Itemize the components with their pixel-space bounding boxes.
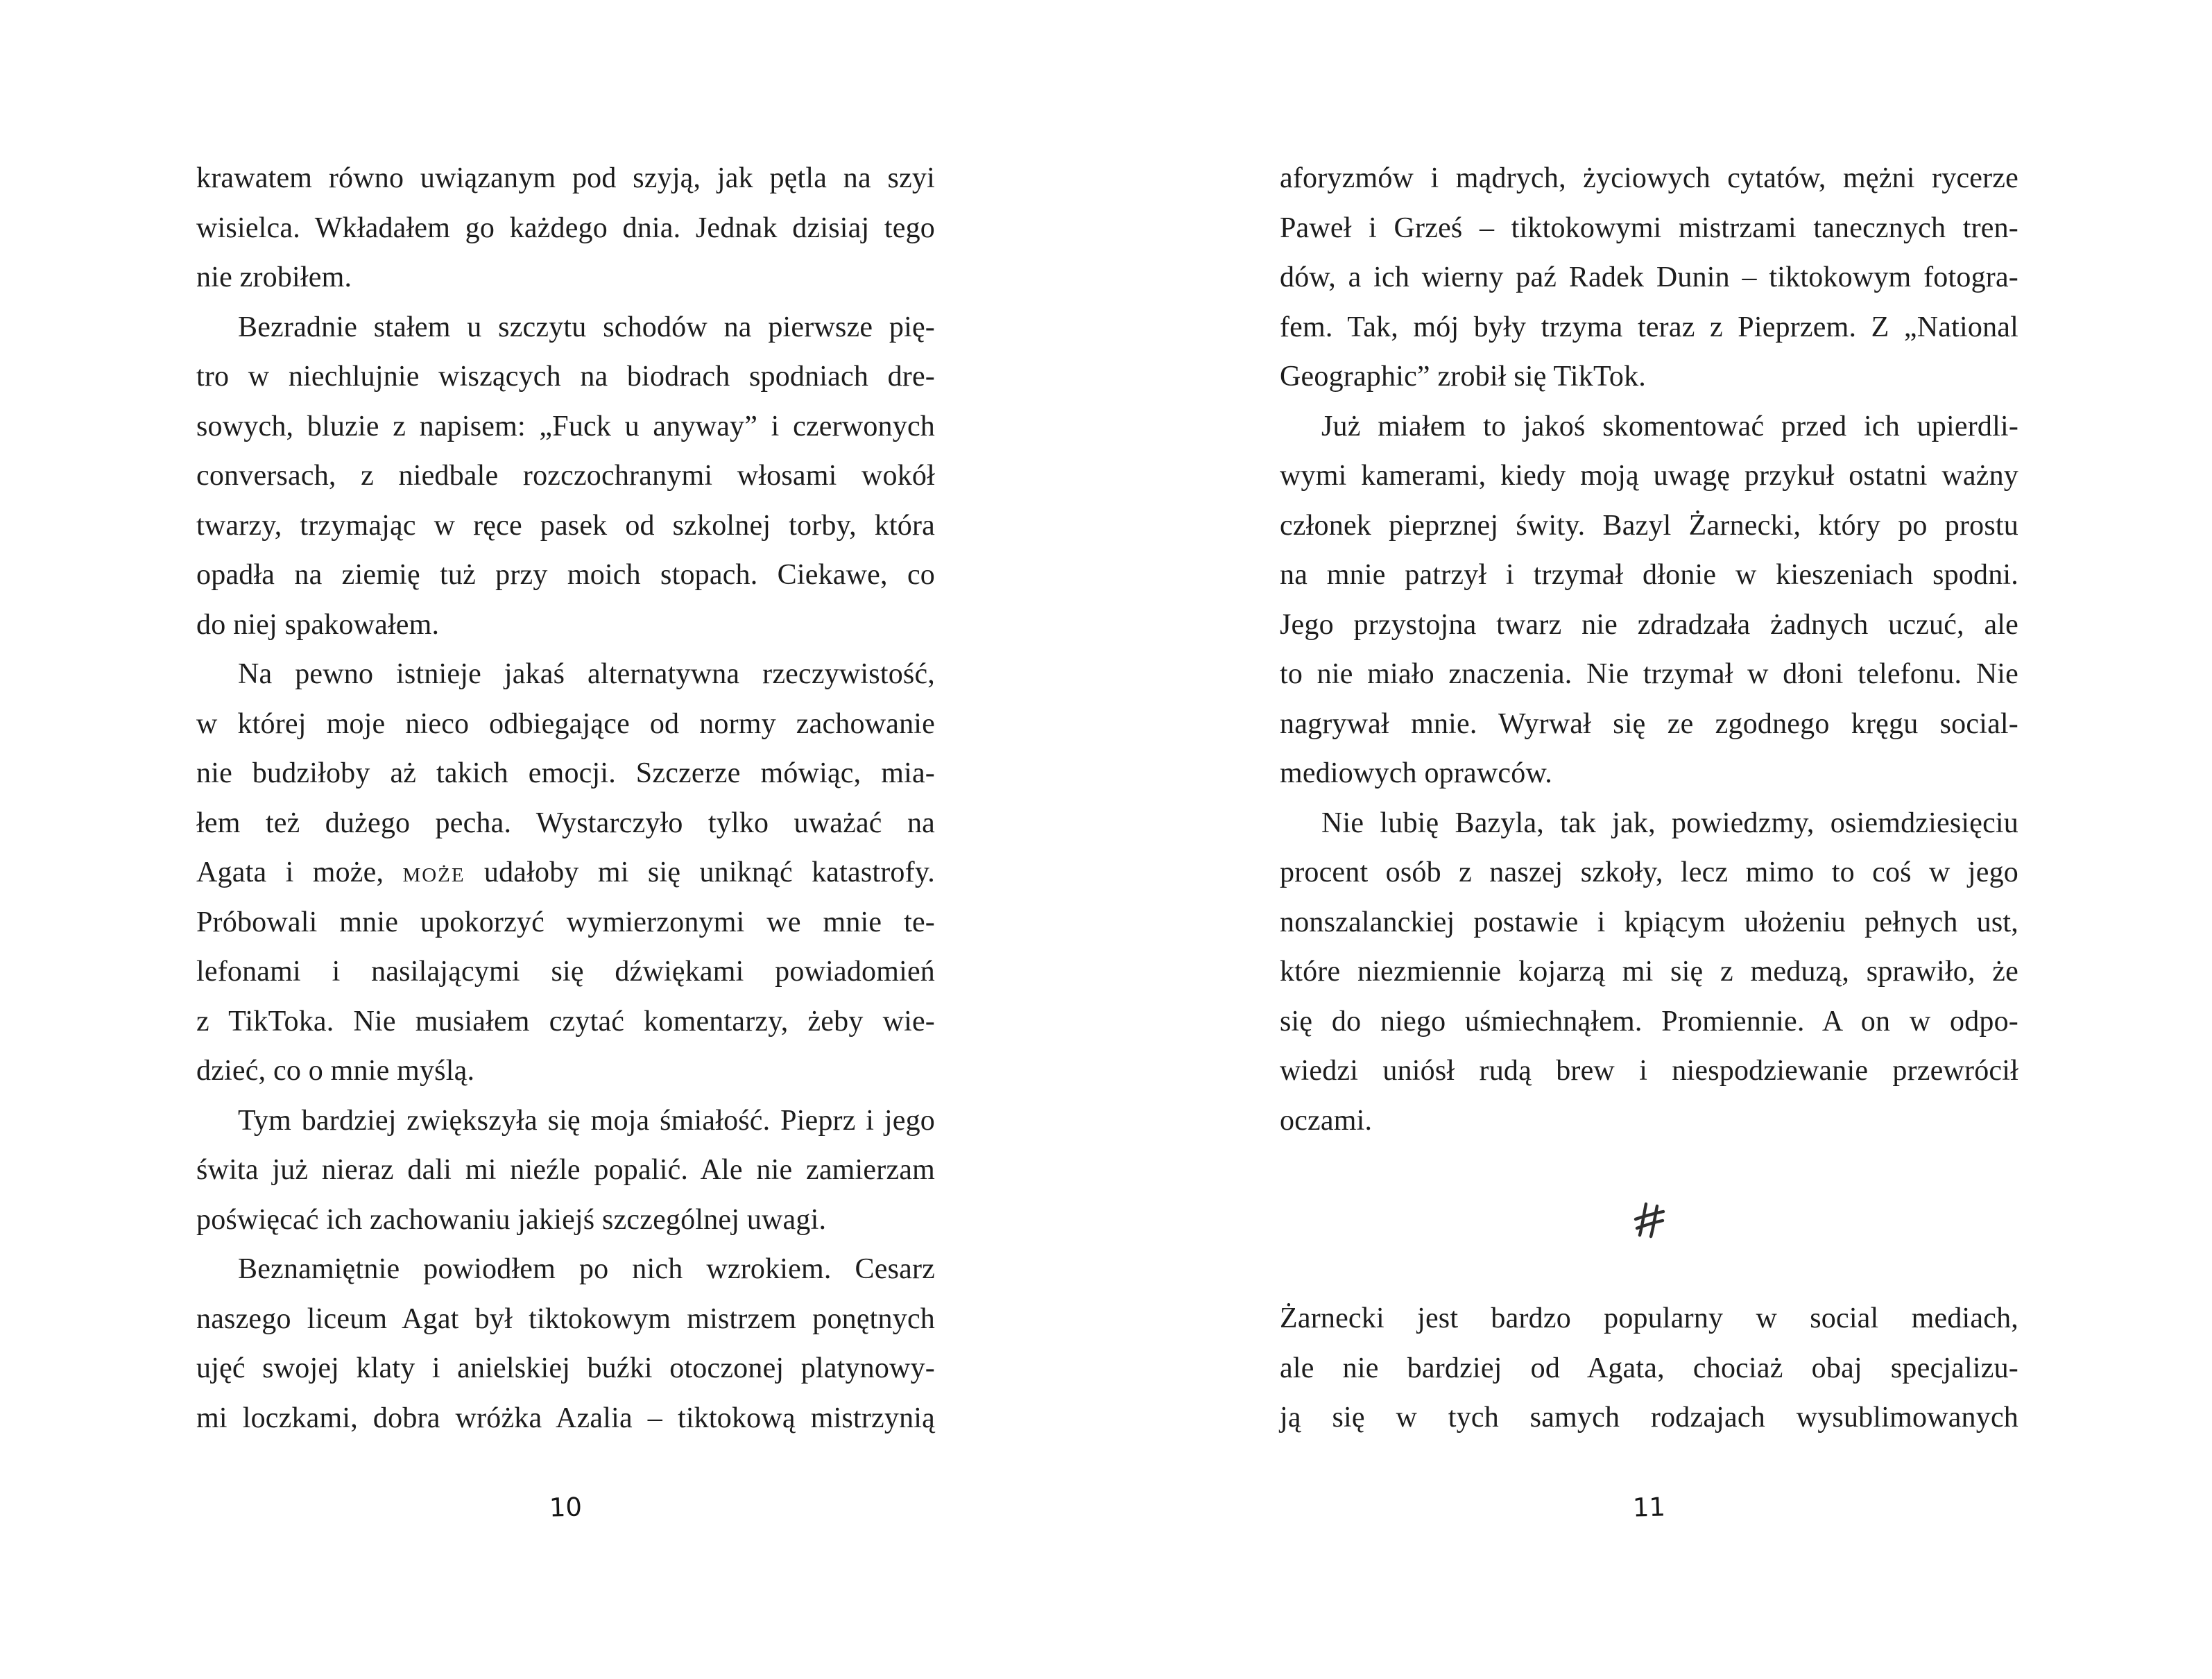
text-run: aforyzmów i mądrych, życiowych cytatów, mężni rycerze	[1280, 162, 2018, 194]
text-line	[196, 1394, 935, 1444]
text-run: wymi kamerami, kiedy moją uwagę przykuł ostatni ważny	[1280, 460, 2018, 492]
text-line	[1280, 501, 2018, 551]
text-run: nonszalanckiej postawie i kpiącym ułożeniu pełnych ust,	[1280, 906, 2018, 938]
text-run: dów, a ich wierny paź Radek Dunin – tiktokowym fotogra-	[1280, 261, 2018, 293]
text-run: wiedzi uniósł rudą brew i niespodziewanie przewrócił	[1280, 1055, 2018, 1087]
text-line	[1280, 799, 2018, 849]
text-line	[1280, 601, 2018, 651]
text-run: Próbowali mnie upokorzyć wymierzonymi we mnie te-	[196, 906, 935, 938]
text-run: sowych, bluzie z napisem: „Fuck u anyway” i czerwonych	[196, 410, 935, 442]
page-left-text-column	[196, 154, 935, 1443]
text-line	[1280, 204, 2018, 254]
text-run: opadła na ziemię tuż przy moich stopach. Ciekawe, co	[196, 559, 935, 591]
text-line	[196, 501, 935, 551]
text-run: twarzy, trzymając w ręce pasek od szkolnej torby, która	[196, 509, 935, 542]
page-left	[196, 0, 935, 1679]
text-run: do niej spakowałem.	[196, 608, 440, 641]
text-line	[1280, 898, 2018, 948]
text-line	[1280, 650, 2018, 700]
text-run: Beznamiętnie powiodłem po nich wzrokiem. Cesarz	[238, 1253, 935, 1285]
text-line	[196, 749, 935, 799]
text-run: Żarnecki jest bardzo popularny w social mediach,	[1280, 1302, 2018, 1334]
text-run: Agata i może,	[196, 856, 403, 888]
text-line	[196, 451, 935, 501]
text-run: które niezmiennie kojarzą mi się z meduzą, sprawiło, że	[1280, 956, 2018, 988]
text-line	[196, 1344, 935, 1394]
text-run: członek pieprznej świty. Bazyl Żarnecki, który po prostu	[1280, 509, 2018, 542]
text-line	[196, 650, 935, 700]
text-run: w której moje nieco odbiegające od normy zachowanie	[196, 707, 935, 740]
text-run: łem też dużego pecha. Wystarczyło tylko uważać na	[196, 807, 935, 839]
text-line	[196, 1047, 935, 1096]
text-line	[196, 1096, 935, 1146]
text-run: mi loczkami, dobra wróżka Azalia – tiktokową mistrzynią	[196, 1402, 935, 1434]
page-number-right: 11	[1632, 1492, 1666, 1523]
text-line	[196, 947, 935, 997]
text-line	[196, 204, 935, 254]
text-line	[1280, 352, 2018, 402]
text-run: naszego liceum Agat był tiktokowym mistrzem ponętnych	[196, 1302, 935, 1335]
text-run: fem. Tak, mój były trzyma teraz z Pieprzem. Z „National	[1280, 311, 2018, 343]
text-run: krawatem równo uwiązanym pod szyją, jak pętla na szyi	[196, 162, 935, 194]
text-run: procent osób z naszej szkoły, lecz mimo to coś w jego	[1280, 856, 2018, 888]
text-line	[196, 253, 935, 303]
section-divider	[1280, 1146, 2018, 1294]
text-run: tro w niechlujnie wiszących na biodrach spodniach dre-	[196, 361, 935, 393]
text-run: Na pewno istnieje jakaś alternatywna rzeczywistość,	[238, 658, 935, 690]
text-run: nie zrobiłem.	[196, 261, 352, 293]
text-run: dzieć, co o mnie myślą.	[196, 1055, 475, 1087]
text-run: mediowych oprawców.	[1280, 757, 1552, 789]
text-run: nie budziłoby aż takich emocji. Szczerze mówiąc, mia-	[196, 757, 935, 789]
text-line	[1280, 1294, 2018, 1344]
text-run: na mnie patrzył i trzymał dłonie w kieszeniach spodni.	[1280, 559, 2018, 591]
text-run: Bezradnie stałem u szczytu schodów na pierwsze pię-	[238, 311, 935, 343]
text-line	[196, 154, 935, 204]
text-line	[196, 1295, 935, 1345]
page-right	[1280, 0, 2018, 1679]
text-run: ujęć swojej klaty i anielskiej buźki otoczonej platynowy-	[196, 1352, 935, 1384]
text-run: poświęcać ich zachowaniu jakiejś szczególnej uwagi.	[196, 1203, 827, 1236]
text-line	[1280, 402, 2018, 452]
text-run: Jego przystojna twarz nie zdradzała żadnych uczuć, ale	[1280, 608, 2018, 641]
text-line	[196, 799, 935, 849]
text-line	[1280, 947, 2018, 997]
text-line	[1280, 848, 2018, 898]
page-number-left: 10	[549, 1492, 583, 1523]
text-line	[1280, 303, 2018, 353]
text-line	[1280, 700, 2018, 750]
text-line	[1280, 451, 2018, 501]
text-line	[196, 848, 935, 898]
text-line	[196, 402, 935, 452]
text-line	[196, 1245, 935, 1295]
text-run: ale nie bardziej od Agata, chociaż obaj specjalizu-	[1280, 1352, 2018, 1384]
text-line	[1280, 1344, 2018, 1394]
text-line	[196, 1196, 935, 1246]
text-line	[196, 997, 935, 1047]
text-line	[196, 551, 935, 601]
text-run: lefonami i nasilającymi się dźwiękami powiadomień	[196, 956, 935, 988]
text-run: świta już nieraz dali mi nieźle popalić. Ale nie zamierzam	[196, 1154, 935, 1186]
text-run: to nie miało znaczenia. Nie trzymał w dłoni telefonu. Nie	[1280, 658, 2018, 690]
smallcaps-emphasis: może	[402, 856, 465, 888]
text-line	[196, 1146, 935, 1196]
text-line	[1280, 997, 2018, 1047]
text-run: Paweł i Grześ – tiktokowymi mistrzami tanecznych tren-	[1280, 212, 2018, 244]
text-run: Już miałem to jakoś skomentować przed ich upierdli-	[1321, 410, 2018, 442]
text-line	[196, 898, 935, 948]
text-run: się do niego uśmiechnąłem. Promiennie. A on w odpo-	[1280, 1005, 2018, 1037]
text-line	[1280, 1096, 2018, 1146]
text-run: udałoby mi się uniknąć katastrofy.	[465, 856, 935, 888]
text-run: conversach, z niedbale rozczochranymi włosami wokół	[196, 460, 935, 492]
text-line	[196, 352, 935, 402]
text-run: oczami.	[1280, 1104, 1373, 1137]
text-run: nagrywał mnie. Wyrwał się ze zgodnego kręgu social-	[1280, 707, 2018, 740]
text-run: Geographic” zrobił się TikTok.	[1280, 361, 1646, 393]
text-run: ją się w tych samych rodzajach wysublimowanych	[1280, 1402, 2018, 1433]
text-run: Nie lubię Bazyla, tak jak, powiedzmy, osiemdziesięciu	[1321, 807, 2018, 839]
text-line	[1280, 1393, 2018, 1443]
text-line	[1280, 1047, 2018, 1096]
text-line	[196, 303, 935, 353]
text-run: wisielca. Wkładałem go każdego dnia. Jednak dzisiaj tego	[196, 212, 935, 244]
text-line	[1280, 154, 2018, 204]
text-line	[1280, 749, 2018, 799]
text-run: z TikToka. Nie musiałem czytać komentarzy, żeby wie-	[196, 1005, 935, 1037]
page-right-text-column	[1280, 154, 2018, 1443]
text-run: Tym bardziej zwiększyła się moja śmiałość. Pieprz i jego	[238, 1104, 935, 1137]
text-line	[196, 700, 935, 750]
text-line	[1280, 551, 2018, 601]
text-line	[196, 601, 935, 651]
hash-icon	[1633, 1201, 1666, 1239]
text-line	[1280, 253, 2018, 303]
